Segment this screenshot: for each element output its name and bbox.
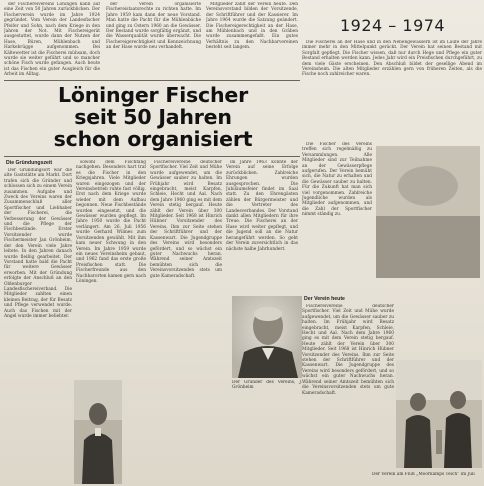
section-head-gruendungszeit: Die Gründungszeit: [6, 160, 53, 166]
headline-line-2: seit 50 Jahren: [74, 105, 232, 129]
section-head-verein-heute: Der Verein heute: [304, 296, 345, 302]
article-column-f: Fischereivereine deutscher Sportfischer. Viel Zeit und Mühe wurde aufgewendet, um die Gewässer sauber zu halten. Im Frühjahr wird Besatz eingebracht, meist Karpfen, Schleie, Hecht und Aal. Nach dem Jahre 1960 ging es mit dem Verein stetig bergauf. Heute zählt der Verein über 300 Mitglieder. Seit 1968 ist Hinrich Hübner Vorsitzender des Vereins. Ihm zur Seite stehen der Schriftführer und der Kassenwart. Die Jugendgruppe des Vereins wird besonders gefördert, und so wächst ein guter Nachwuchs heran. Während seiner Amtszeit bemühten sich die Vereinsvorsitzenden stets um gute Kameradschaft.: [302, 304, 394, 396]
photo-anglers: [396, 360, 482, 468]
article-column-a: Der Gründungsort war die alte Gaststätte am Markt. Dort trafen sich die Gründer und schlossen sich zu einem Verein zusammen. Aufgabe und Zweck des Vereins waren der Zusammenschluß aller Sportfischer und Liebhaber der Fischerei, die Verbesserung der Gewässer und die Pflege der Fischbestände. Erster Vorsitzender wurde Fischermeister Jan Grönheim, der den Verein viele Jahre leitete. In den Jahren danach wurde fleißig gearbeitet. Der Vorstand hatte bald die Pacht für weitere Gewässer erworben. Mit der Gründung erfolgte der Anschluß an den Oldenburger Landesfischereiverband. Die Mitglieder zahlten einen kleinen Beitrag, der für Besatz und Pflege verwendet wurde. Auch das Fischen mit der Angel wurde immer beliebter.: [4, 168, 72, 319]
article-text-top-right: Mitglieder zählt der Verein heute. Den Vereinsvorstand bilden der Vorsitzende, der Schriftführer und der Kassierer. Im Jahre 1964 wurde die Satzung geändert. Die Fischereigerechtigkeit an der Hase, am Mühlenbach und in den Gräben wurde zusammengefaßt. Ein gutes Verhältnis zu den Nachbarvereinen besteht seit langem.: [206, 2, 298, 51]
article-column-b: sowohl dem Fischfang nachgehen. Besonders hart traf es die Fischer in den Kriegsjahren. Viele Mitglieder waren eingezogen und der Vereinsbetrieb ruhte fast völlig. Erst nach dem Kriege wurde wieder mit dem Aufbau begonnen. Neue Fischbestände wurden eingesetzt, und die Gewässer wurden gepflegt. Im Jahre 1950 wurde die Pacht verlängert. Am 26. Juli 1956 wurde Gerhard Wilmes zum Vorsitzenden gewählt. Mit ihm kam neuer Schwung in den Verein. Im Jahre 1959 wurde ein neues Vereinsheim gebaut, und 1962 fand das erste große Preisfischen statt. Die Fischerfreunde aus den Nachbarorten kamen gern nach Löningen.: [76, 160, 146, 284]
headline-line-3: schon organisiert: [53, 127, 253, 151]
article-column-d: im Jahre 1963 konnte der Verein auf seine Erfolge zurückblicken. Zahlreiche Ehrungen wurden ausgesprochen. Die Jubiläumsfeier findet im Saal statt. Zu den Ehrengästen zählen der Bürgermeister und die Vertreter des Landesverbandes. Der Vorstand dankt allen Mitgliedern für ihre Treue. Die Fischerei an der Hase wird weiter gepflegt, und die Jugend soll an die Natur herangeführt werden. So geht der Verein zuversichtlich in das nächste halbe Jahrhundert.: [226, 160, 298, 252]
caption-bottom-right: Der Verein am Fluß „Moorkamps Teich“ im Juli: [372, 472, 475, 477]
photo-fisherman: [74, 380, 122, 484]
article-column-c: Fischereivereine deutscher Sportfischer. Viel Zeit und Mühe wurde aufgewendet, um die Gewässer sauber zu halten. Im Frühjahr wird Besatz eingebracht, meist Karpfen, Schleie, Hecht und Aal. Nach dem Jahre 1960 ging es mit dem Verein stetig bergauf. Heute zählt der Verein über 300 Mitglieder. Seit 1968 ist Hinrich Hübner Vorsitzender des Vereins. Ihm zur Seite stehen der Schriftführer und der Kassenwart. Die Jugendgruppe des Vereins wird besonders gefördert, und so wächst ein guter Nachwuchs heran. Während seiner Amtszeit bemühten sich die Vereinsvorsitzenden stets um gute Kameradschaft.: [150, 160, 222, 279]
headline-line-1: Löninger Fischer: [58, 83, 248, 107]
article-text-top-left: der Fischereivereins Löningen kann auf eine Zeit von 50 Jahren zurückblicken. Der Fischerverein wurde im Jahre 1924 gegründet. Vom Verein der Landesfischer Pfeifer und Sohn, nach dem Kriege in den Jahren der Not. Mit Fischereigerät ausgestattet, wurde dann der Nutzen der Hase, Büren, Mühlenbach und Harkebrügge aufgenommen. Bei Kältewetter ist die Fischerei mühsam, doch wurde sie weiter geführt und so mancher schöne Fisch wurde gefangen. Auch heute ist das Fischen ein guter Ausgleich für die Arbeit im Alltag.: [4, 2, 100, 78]
photo-angler-group: [376, 146, 480, 278]
divider: [4, 156, 300, 157]
article-text-top-mid: der Verein organisierte Fischereistaatsrechte zu richten hatte. Im Jahre 1959 kam dann der neue Vorstand. Man hatte die Pacht für die Mühlenbäche und ging zu Ostern 1960 an die Gewässer. Der Bestand wurde sorgfältig ergänzt, und die Wasserqualität wurde überwacht. Die Fischereigerechtigkeit und Kennzeichnung an der Hase wurde neu verhandelt.: [106, 2, 201, 51]
article-text-right-upper: Die Fischerei an der Hase und in den Nebengewässern ist im Laufe der Jahre immer mehr in den Mittelpunkt gerückt. Der Verein hat seinen Bestand mit Sorgfalt gepflegt. Die Fischer wissen, daß nur durch Hege und Pflege ein guter Bestand erhalten werden kann. Jedes Jahr wird ein Preisfischen durchgeführt, zu dem viele Gäste erscheinen. Den Abschluß bildet der gesellige Abend im Vereinsheim. Die alten Mitglieder erzählen gern von früheren Zeiten, als die Fische noch zahlreicher waren.: [302, 40, 482, 78]
article-column-e: Die Fischer des Vereins treffen sich regelmäßig zu Versammlungen. Alle Mitglieder sind zur Teilnahme an der Gewässerpflege aufgerufen. Der Verein bemüht sich, die Natur zu erhalten und die Gewässer sauber zu halten. Für die Zukunft hat man sich viel vorgenommen. Zahlreiche Jugendliche wurden als Mitglieder aufgenommen, und die Zahl der Sportfischer nimmt ständig zu.: [302, 142, 372, 218]
photo-founder-portrait: [232, 296, 302, 378]
caption-founder: Der Gründer des Vereins, J. Grönheim: [232, 380, 302, 391]
divider: [4, 80, 300, 81]
headline: [4, 84, 302, 150]
handwritten-years: 1924 – 1974: [340, 16, 446, 35]
